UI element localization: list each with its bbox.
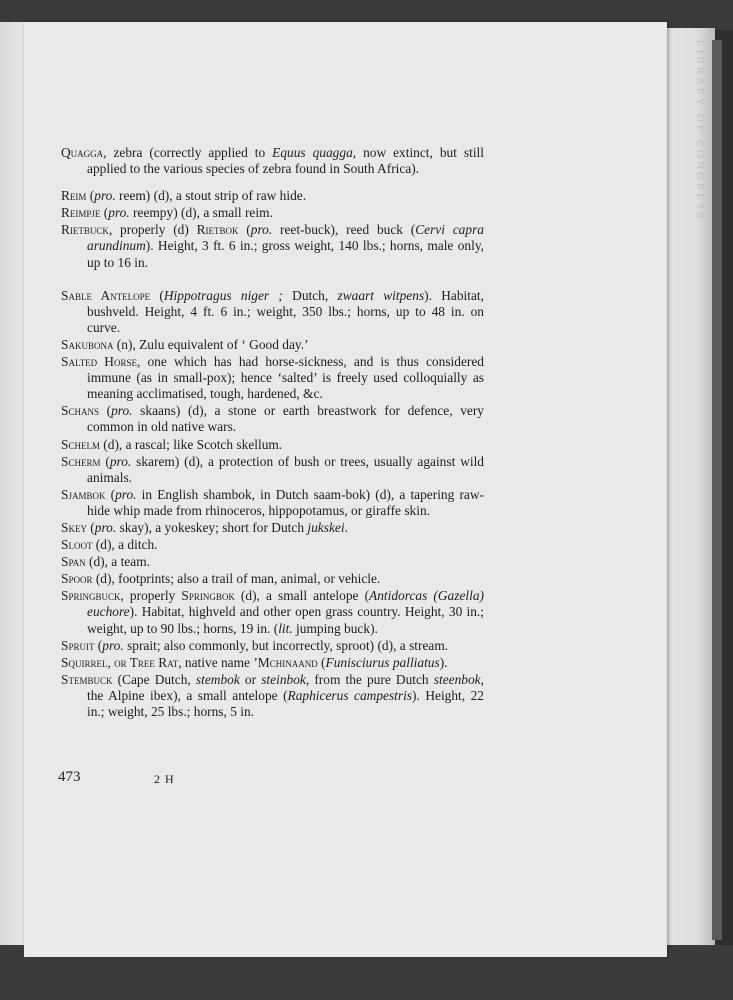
entry-text: in English shambok, in Dutch saam-bok) (d), a tapering raw-hide whip made from rhinoceros, hippopotamus, or giraffe skin. — [87, 486, 484, 518]
entry-text: skarem) (d), a protection of bush or trees, usually against wild animals. — [87, 453, 485, 485]
entry-headword: Springbok — [181, 588, 235, 604]
entry-italic-text: pro. — [250, 222, 273, 238]
entry-headword: Scherm — [61, 453, 101, 469]
glossary-entry — [61, 520, 484, 536]
glossary-entry — [61, 672, 484, 720]
entry-italic-text: Equus quagga — [272, 145, 353, 160]
book-page — [24, 22, 667, 957]
entry-italic-text: pro. — [108, 205, 130, 221]
page-number: 473 — [58, 769, 81, 785]
entry-headword: Spoor — [61, 571, 93, 587]
entry-text: , now extinct, but still applied to the various species of zebra found in South Africa). — [87, 145, 484, 177]
entry-text: (d), a team. — [85, 554, 150, 570]
glossary-entry — [61, 487, 484, 519]
entry-headword: Span — [61, 554, 86, 570]
glossary-entry — [61, 655, 484, 671]
entry-text: , the Alpine ibex), a small antelope ( — [87, 671, 484, 703]
entry-headword: Spruit — [61, 637, 95, 653]
entry-text: ( — [98, 403, 112, 419]
glossary-entry — [61, 205, 484, 221]
entry-text: . — [344, 519, 348, 535]
entry-headword: Mchinaand — [257, 654, 318, 670]
entry-text: ). Height, 22 in.; weight, 25 lbs.; horns, 5 in. — [87, 687, 484, 719]
entry-italic-text: pro. — [102, 637, 124, 653]
entry-headword: Schelm — [61, 436, 100, 452]
entry-text: ). Habitat, highveld and other open grass country. Height, 30 in.; weight, up to 90 lbs.; horns, 19 in. ( — [87, 604, 484, 636]
glossary-entry — [61, 337, 484, 353]
entry-italic-text: zwaart witpens — [337, 287, 425, 303]
entry-italic-text: pro. — [109, 453, 132, 469]
entry-text: ). — [439, 654, 448, 670]
entry-text: reempy) (d), a small reim. — [129, 205, 273, 221]
entry-text: , properly — [120, 588, 182, 604]
entry-headword: Skey — [61, 519, 87, 535]
glossary-entries — [61, 145, 484, 721]
entry-text: (d), footprints; also a trail of man, animal, or vehicle. — [92, 571, 381, 587]
entry-text: , one which has had horse-sickness, and is thus considered immune (as in small-pox); hence ‘salted’ is freely used colloquially as meaning acclimatised, tough, hardened, &c. — [87, 354, 484, 402]
entry-text: jumping buck). — [292, 620, 378, 636]
entry-text: (d), a ditch. — [92, 537, 158, 553]
entry-text: (Cape Dutch, — [112, 671, 196, 687]
glossary-entry — [61, 537, 484, 553]
entry-text: sprait; also commonly, but incorrectly, sproot) (d), a stream. — [123, 637, 449, 653]
entry-headword: Squirrel, or Tree Rat — [61, 654, 179, 670]
glossary-entry — [61, 437, 484, 453]
entry-text: ( — [86, 519, 95, 535]
entry-italic-text: steinbok — [261, 671, 306, 687]
entry-headword: Salted Horse — [61, 354, 137, 370]
entry-italic-text: Hippotragus niger ; — [163, 287, 283, 303]
glossary-entry — [61, 145, 484, 177]
entry-italic-text: Antidorcas (Gazella) euchore — [87, 588, 484, 620]
entry-text: ( — [86, 188, 95, 204]
entry-headword: Reimpje — [61, 205, 101, 221]
entry-text: ( — [317, 654, 326, 670]
entry-text: ( — [100, 205, 109, 221]
entry-text: reet-buck), reed buck ( — [272, 222, 416, 238]
entry-headword: Stembuck — [61, 671, 113, 687]
entry-italic-text: Raphicerus campestris — [287, 687, 413, 703]
entry-headword: Quagga — [61, 145, 104, 160]
entry-text: , from the pure Dutch — [305, 671, 434, 687]
entry-text: , properly (d) — [108, 222, 197, 238]
entry-text: , zebra (correctly applied to — [103, 145, 273, 160]
glossary-entry — [61, 554, 484, 570]
entry-text: (d), a small antelope ( — [234, 588, 370, 604]
entry-headword: Schans — [61, 403, 99, 419]
entry-headword: Reim — [61, 188, 87, 204]
entry-headword: Sjambok — [61, 486, 106, 502]
entry-italic-text: jukskei — [307, 519, 345, 535]
entry-text: ). Height, 3 ft. 6 in.; gross weight, 140 lbs.; horns, male only, up to 16 in. — [87, 238, 484, 270]
entry-text: (n), Zulu equivalent of ‘ Good day.’ — [113, 336, 309, 352]
entry-headword: Sloot — [61, 537, 93, 553]
entry-headword: Springbuck — [61, 588, 121, 604]
glossary-entry — [61, 222, 484, 270]
glossary-entry — [61, 454, 484, 486]
entry-text: ( — [238, 222, 251, 238]
book-cover-edge — [712, 40, 722, 940]
entry-text: ( — [150, 287, 164, 303]
glossary-entry — [61, 588, 484, 636]
entry-text: or — [239, 671, 262, 687]
entry-italic-text: pro. — [94, 188, 116, 204]
signature-mark: 2 H — [154, 772, 175, 786]
glossary-entry — [61, 354, 484, 402]
glossary-entry — [61, 571, 484, 587]
entry-headword: Rietbok — [196, 222, 239, 238]
entry-text: (d), a rascal; like Scotch skellum. — [99, 436, 283, 452]
entry-text: skaans) (d), a stone or earth breastwork for defence, very common in old native wars. — [87, 403, 485, 435]
entry-italic-text: Funisciurus palliatus — [325, 654, 440, 670]
entry-text: Dutch, — [282, 287, 338, 303]
entry-italic-text: pro. — [111, 403, 133, 419]
glossary-entry — [61, 188, 484, 204]
entry-italic-text: pro. — [94, 519, 117, 535]
entry-italic-text: pro. — [115, 486, 137, 502]
entry-text: ( — [105, 486, 116, 502]
entry-text: ). Habitat, bushveld. Height, 4 ft. 6 in.; weight, 350 lbs.; horns, up to 48 in. on curve. — [87, 287, 484, 335]
entry-text: ( — [94, 637, 103, 653]
glossary-entry — [61, 288, 484, 336]
entry-italic-text: Cervi capra arundinum — [87, 222, 484, 254]
entry-italic-text: lit. — [278, 620, 293, 636]
entry-text: , native name ’ — [178, 654, 258, 670]
entry-headword: Rietbuck — [61, 222, 109, 238]
entry-headword: Sakubona — [61, 336, 114, 352]
entry-headword: Sable Antelope — [61, 287, 151, 303]
entry-text: reem) (d), a stout strip of raw hide. — [115, 188, 307, 204]
glossary-entry — [61, 638, 484, 654]
entry-text: ( — [100, 453, 110, 469]
entry-text: skay), a yokeskey; short for Dutch — [116, 519, 308, 535]
glossary-entry — [61, 403, 484, 435]
library-stamp: LIBRARY OF CONGRESS — [694, 40, 706, 222]
entry-italic-text: stembok — [195, 671, 240, 687]
entry-italic-text: steenbok — [433, 671, 481, 687]
